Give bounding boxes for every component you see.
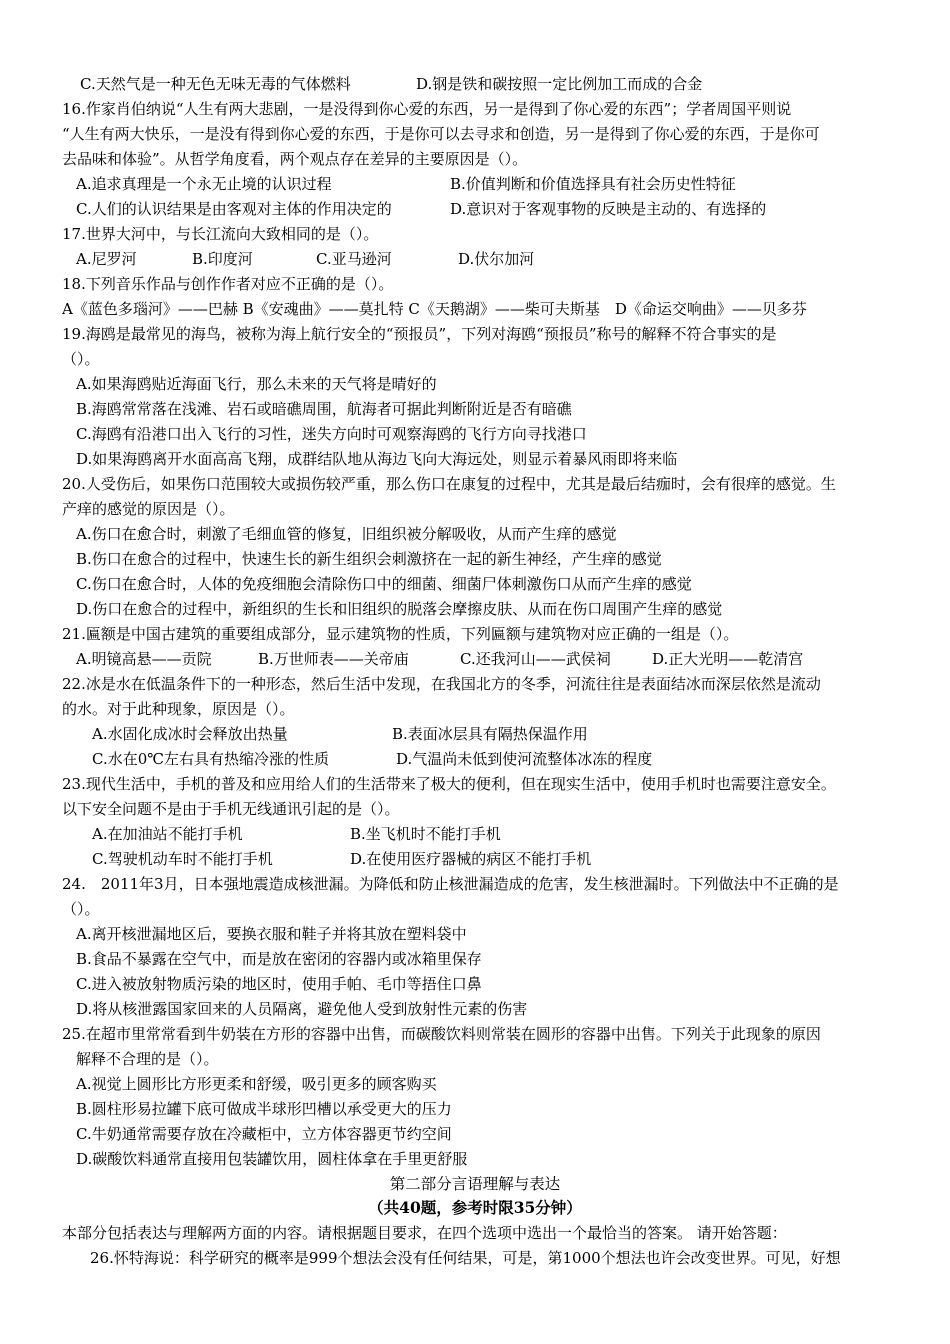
text-line: 19.海鸥是最常见的海鸟，被称为海上航行安全的“预报员”，下列对海鸥“预报员”称号的解释不符合事实的是 [62,325,777,343]
q20-option-d [0,597,950,621]
q24-stem-line-2 [0,897,950,921]
text-line: 16.作家肖伯纳说“人生有两大悲剧，一是没得到你心爱的东西，另一是得到了你心爱的东西”；学者周国平则说 [62,100,792,118]
section-title [0,1172,950,1196]
q19-option-a [0,372,950,396]
text-line: 解释不合理的是（）。 [76,1050,219,1068]
q23-options-cd [0,847,950,871]
q16-stem-line-2 [0,122,950,146]
q21-options [0,647,950,671]
option-d: D.钢是铁和碳按照一定比例加工而成的合金 [416,75,703,93]
q18-stem [0,272,950,296]
option-a: A.在加油站不能打手机 [92,825,243,843]
text-line: （）。 [62,900,100,918]
text-line: A.如果海鸥贴近海面飞行，那么未来的天气将是晴好的 [76,375,437,393]
text-line: B.圆柱形易拉罐下底可做成半球形凹槽以承受更大的压力 [76,1100,452,1118]
text-line: 25.在超市里常常看到牛奶装在方形的容器中出售，而碳酸饮料则常装在圆形的容器中出售。下列关于此现象的原因 [62,1025,821,1043]
option-d: D.气温尚未低到使河流整体冰冻的程度 [396,750,653,768]
text-line: 21.匾额是中国古建筑的重要组成部分，显示建筑物的性质，下列匾额与建筑物对应正确的一组是（）。 [62,625,739,643]
q25-option-b [0,1097,950,1121]
q20-stem-line-2 [0,497,950,521]
option-d: D.在使用医疗器械的病区不能打手机 [350,850,592,868]
option-d: D.意识对于客观事物的反映是主动的、有选择的 [450,200,767,218]
text-line: 18.下列音乐作品与创作作者对应不正确的是（）。 [62,275,394,293]
text-line: B.伤口在愈合的过程中，快速生长的新生组织会刺激挤在一起的新生神经，产生痒的感觉 [76,550,662,568]
text-line: B.海鸥常常落在浅滩、岩石或暗礁周围，航海者可据此判断附近是否有暗礁 [76,400,572,418]
text-line: 23.现代生活中，手机的普及和应用给人们的生活带来了极大的便利，但在现实生活中，使用手机时也需要注意安全。 [62,775,836,793]
q19-option-c [0,422,950,446]
option-a: A.追求真理是一个永无止境的认识过程 [76,175,332,193]
text-line: “人生有两大快乐，一是没有得到你心爱的东西，于是你可以去寻求和创造，另一是得到了你心爱的东西，于是你可 [62,125,820,143]
q20-option-c [0,572,950,596]
q23-stem-line-2 [0,797,950,821]
text-line: A《蓝色多瑙河》——巴赫 B《安魂曲》——莫扎特 C《天鹅湖》——柴可夫斯基 D《命运交响曲》——贝多芬 [62,300,807,318]
text-line: D.碳酸饮料通常直接用包装罐饮用，圆柱体拿在手里更舒服 [76,1150,468,1168]
option-a: A.水固化成冰时会释放出热量 [92,725,288,743]
q20-option-a [0,522,950,546]
option-b: B.价值判断和价值选择具有社会历史性特征 [450,175,736,193]
q24-option-a [0,922,950,946]
option-c: C.水在0℃左右具有热缩冷涨的性质 [92,750,330,768]
option-c: C.驾驶机动车时不能打手机 [92,850,273,868]
q19-option-d [0,447,950,471]
text-line: 22.冰是水在低温条件下的一种形态，然后生活中发现，在我国北方的冬季，河流往往是表面结冰而深层依然是流动 [62,675,821,693]
option-d: D.正大光明——乾清宫 [652,650,804,668]
option-d: D.伏尔加河 [458,250,535,268]
q24-stem-line-1 [0,872,950,896]
q16-options-ab [0,172,950,196]
text-line: C.牛奶通常需要存放在冷藏柜中，立方体容器更节约空间 [76,1125,452,1143]
q24-option-c [0,972,950,996]
q15-options-cd [0,72,950,96]
q24-option-d [0,997,950,1021]
text-line: 26.怀特海说：科学研究的概率是999个想法会没有任何结果，可是，第1000个想法也许会改变世界。可见，好想 [90,1249,841,1267]
q25-option-c [0,1122,950,1146]
option-b: B.印度河 [192,250,253,268]
q25-option-d [0,1147,950,1171]
q16-stem-line-3 [0,147,950,171]
text-line: A.离开核泄漏地区后，要换衣服和鞋子并将其放在塑料袋中 [76,925,467,943]
option-a: A.尼罗河 [76,250,137,268]
text-line: B.食品不暴露在空气中，而是放在密闭的容器内或冰箱里保存 [76,950,482,968]
q17-options [0,247,950,271]
q20-option-b [0,547,950,571]
option-c: C.亚马逊河 [316,250,392,268]
q16-options-cd [0,197,950,221]
q25-stem-line-1 [0,1022,950,1046]
text-line: （）。 [62,350,100,368]
text-line: A.视觉上圆形比方形更柔和舒缓，吸引更多的顾客购买 [76,1075,437,1093]
q22-stem-line-2 [0,697,950,721]
text-line: 以下安全问题不是由于手机无线通讯引起的是（）。 [62,800,400,818]
option-b: B.万世师表——关帝庙 [258,650,409,668]
option-b: B.坐飞机时不能打手机 [350,825,501,843]
q22-options-cd [0,747,950,771]
option-c: C.人们的认识结果是由客观对主体的作用决定的 [76,200,392,218]
text-line: 24. 2011年3月，日本强地震造成核泄漏。为降低和防止核泄漏造成的危害，发生核泄漏时。下列做法中不正确的是 [62,875,839,893]
q19-stem-line-2 [0,347,950,371]
q25-option-a [0,1072,950,1096]
text-line: 本部分包括表达与理解两方面的内容。请根据题目要求，在四个选项中选出一个最恰当的答案。 请开始答题： [62,1224,787,1242]
q25-stem-line-2 [0,1047,950,1071]
q20-stem-line-1 [0,472,950,496]
option-b: B.表面冰层具有隔热保温作用 [392,725,588,743]
text-line: A.伤口在愈合时，刺激了毛细血管的修复，旧组织被分解吸收，从而产生痒的感觉 [76,525,617,543]
text-line: （共40题，参考时限35分钟） [368,1198,582,1217]
text-line: 第二部分言语理解与表达 [389,1175,561,1193]
text-line: 20.人受伤后，如果伤口范围较大或损伤较严重，那么伤口在康复的过程中，尤其是最后结痂时，会有很痒的感觉。生 [62,475,836,493]
q26-stem-line-1 [0,1246,950,1270]
q17-stem [0,222,950,246]
option-a: A.明镜高悬——贡院 [76,650,212,668]
q24-option-b [0,947,950,971]
text-line: D.如果海鸥离开水面高高飞翔，成群结队地从海边飞向大海远处，则显示着暴风雨即将来临 [76,450,678,468]
text-line: C.进入被放射物质污染的地区时，使用手帕、毛巾等捂住口鼻 [76,975,482,993]
text-line: 的水。对于此种现象，原因是（）。 [62,700,295,718]
text-line: C.伤口在愈合时，人体的免疫细胞会清除伤口中的细菌、细菌尸体刺激伤口从而产生痒的感觉 [76,575,692,593]
q18-options [0,297,950,321]
text-line: 产痒的感觉的原因是（）。 [62,500,235,518]
option-c: C.天然气是一种无色无味无毒的气体燃料 [80,75,351,93]
q23-options-ab [0,822,950,846]
section-instructions [0,1221,950,1245]
text-line: C.海鸥有沿港口出入飞行的习性，迷失方向时可观察海鸥的飞行方向寻找港口 [76,425,587,443]
option-c: C.还我河山——武侯祠 [460,650,611,668]
q19-stem-line-1 [0,322,950,346]
q22-stem-line-1 [0,672,950,696]
text-line: 17.世界大河中，与长江流向大致相同的是（）。 [62,225,379,243]
text-line: 去品味和体验”。从哲学角度看，两个观点存在差异的主要原因是（）。 [62,150,528,168]
q21-stem [0,622,950,646]
text-line: D.将从核泄露国家回来的人员隔离，避免他人受到放射性元素的伤害 [76,1000,528,1018]
q16-stem-line-1 [0,97,950,121]
q23-stem-line-1 [0,772,950,796]
section-subtitle [0,1196,950,1220]
text-line: D.伤口在愈合的过程中，新组织的生长和旧组织的脱落会摩擦皮肤、从而在伤口周围产生痒的感觉 [76,600,723,618]
q19-option-b [0,397,950,421]
q22-options-ab [0,722,950,746]
